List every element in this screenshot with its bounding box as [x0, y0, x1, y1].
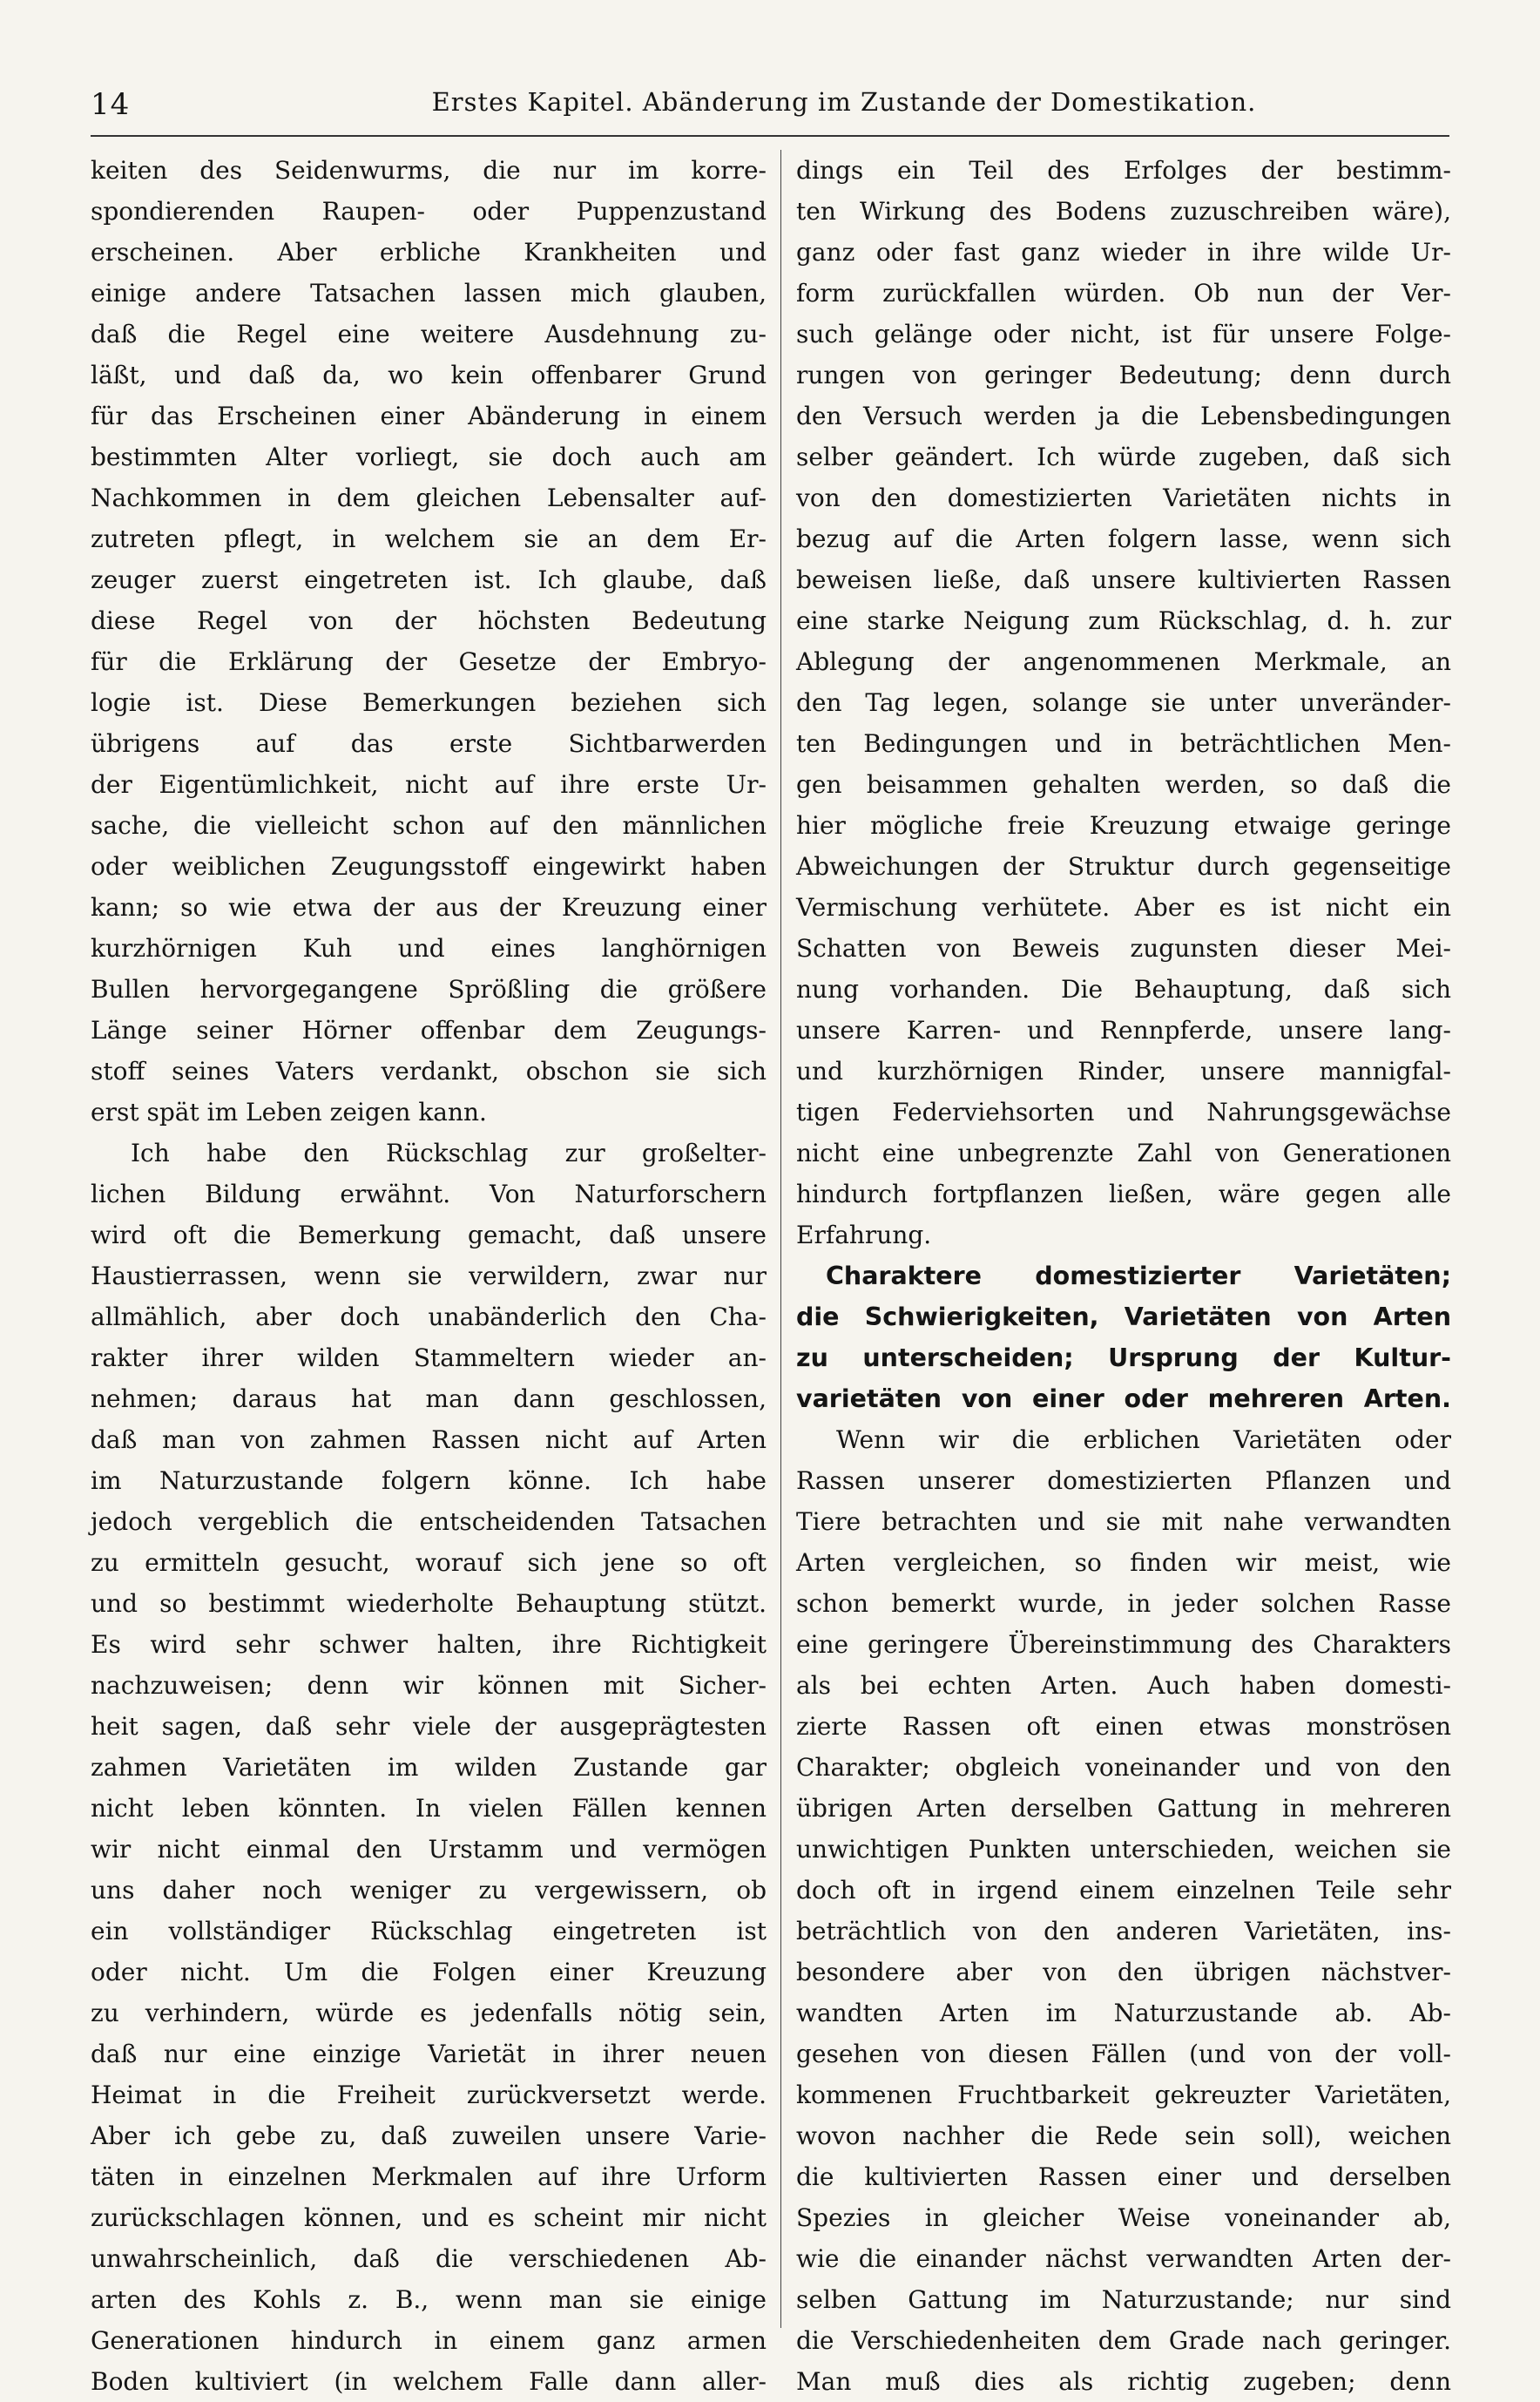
text-line: die Verschiedenheiten dem Grade nach geringer.: [796, 2326, 1451, 2355]
text-line: Boden kultiviert (in welchem Falle dann aller-: [91, 2367, 767, 2396]
text-line: zu ermitteln gesucht, worauf sich jene so oft: [91, 1548, 767, 1577]
text-line: besondere aber von den übrigen nächstver-: [796, 1958, 1451, 1986]
text-line: dings ein Teil des Erfolges der bestimm-: [796, 156, 1451, 185]
page-number: 14: [91, 87, 131, 122]
text-line: Nachkommen in dem gleichen Lebensalter auf-: [91, 484, 767, 512]
text-line: zeuger zuerst eingetreten ist. Ich glaube, daß: [91, 565, 767, 594]
text-line: Spezies in gleicher Weise voneinander ab,: [796, 2203, 1451, 2232]
text-line: allmählich, aber doch unabänderlich den Cha-: [91, 1302, 767, 1331]
text-line: selber geändert. Ich würde zugeben, daß sich: [796, 443, 1451, 471]
text-line: form zurückfallen würden. Ob nun der Ver-: [796, 279, 1451, 308]
text-line: wie die einander nächst verwandten Arten der-: [796, 2244, 1451, 2273]
text-line: kurzhörnigen Kuh und eines langhörnigen: [91, 934, 767, 963]
text-line: im Naturzustande folgern könne. Ich habe: [91, 1466, 767, 1495]
left-column: [91, 150, 767, 2396]
text-line: ganz oder fast ganz wieder in ihre wilde Ur-: [796, 238, 1451, 267]
text-line: gen beisammen gehalten werden, so daß die: [796, 770, 1451, 799]
text-line: Vermischung verhütete. Aber es ist nicht ein: [796, 893, 1451, 922]
heading-line: varietäten von einer oder mehreren Arten.: [796, 1384, 1451, 1413]
text-line: Man muß dies als richtig zugeben; denn: [796, 2367, 1451, 2396]
text-line: daß die Regel eine weitere Ausdehnung zu-: [91, 320, 767, 348]
text-line: wird oft die Bemerkung gemacht, daß unsere: [91, 1221, 767, 1249]
text-line: übrigen Arten derselben Gattung in mehreren: [796, 1794, 1451, 1823]
text-line: die kultivierten Rassen einer und derselben: [796, 2162, 1451, 2191]
text-line: nachzuweisen; denn wir können mit Sicher-: [91, 1671, 767, 1700]
text-line: von den domestizierten Varietäten nichts in: [796, 484, 1451, 512]
text-line: bezug auf die Arten folgern lasse, wenn sich: [796, 524, 1451, 553]
text-line: uns daher noch weniger zu vergewissern, ob: [91, 1876, 767, 1905]
text-line: als bei echten Arten. Auch haben domesti-: [796, 1671, 1451, 1700]
text-line: Charakter; obgleich voneinander und von den: [796, 1753, 1451, 1782]
heading-line: zu unterscheiden; Ursprung der Kultur-: [796, 1343, 1451, 1372]
text-line: arten des Kohls z. B., wenn man sie einige: [91, 2285, 767, 2314]
text-line: unwichtigen Punkten unterschieden, weichen sie: [796, 1835, 1451, 1864]
text-line: Bullen hervorgegangene Sprößling die größere: [91, 975, 767, 1004]
text-line: spondierenden Raupen- oder Puppenzustand: [91, 197, 767, 226]
text-line: zierte Rassen oft einen etwas monströsen: [796, 1712, 1451, 1741]
text-line: daß man von zahmen Rassen nicht auf Arten: [91, 1425, 767, 1454]
text-line: unwahrscheinlich, daß die verschiedenen Ab-: [91, 2244, 767, 2273]
column-divider: [780, 150, 781, 2328]
text-line: Ablegung der angenommenen Merkmale, an: [796, 647, 1451, 676]
text-line: wovon nachher die Rede sein soll), weichen: [796, 2121, 1451, 2150]
text-line: kann; so wie etwa der aus der Kreuzung einer: [91, 893, 767, 922]
text-line: keiten des Seidenwurms, die nur im korre-: [91, 156, 767, 185]
text-line: lichen Bildung erwähnt. Von Naturforschern: [91, 1180, 767, 1208]
right-column-text-before-heading: [796, 150, 1451, 1255]
text-line: oder weiblichen Zeugungsstoff eingewirkt haben: [91, 852, 767, 881]
text-line: hindurch fortpflanzen ließen, wäre gegen alle: [796, 1180, 1451, 1208]
text-line: nung vorhanden. Die Behauptung, daß sich: [796, 975, 1451, 1004]
text-line: Aber ich gebe zu, daß zuweilen unsere Varie-: [91, 2121, 767, 2150]
text-line: oder nicht. Um die Folgen einer Kreuzung: [91, 1958, 767, 1986]
text-line: Tiere betrachten und sie mit nahe verwandten: [796, 1507, 1451, 1536]
text-line: ein vollständiger Rückschlag eingetreten ist: [91, 1917, 767, 1945]
text-line: zu verhindern, würde es jedenfalls nötig sein,: [91, 1999, 767, 2027]
text-line: zurückschlagen können, und es scheint mir nicht: [91, 2203, 767, 2232]
text-line: den Versuch werden ja die Lebensbedingungen: [796, 402, 1451, 430]
text-line: bestimmten Alter vorliegt, sie doch auch am: [91, 443, 767, 471]
text-line: erscheinen. Aber erbliche Krankheiten und: [91, 238, 767, 267]
text-line: und so bestimmt wiederholte Behauptung stützt.: [91, 1589, 767, 1618]
text-line: wandten Arten im Naturzustande ab. Ab-: [796, 1999, 1451, 2027]
text-line: für das Erscheinen einer Abänderung in einem: [91, 402, 767, 430]
text-line: für die Erklärung der Gesetze der Embryo-: [91, 647, 767, 676]
text-line: Arten vergleichen, so finden wir meist, wie: [796, 1548, 1451, 1577]
text-line: übrigens auf das erste Sichtbarwerden: [91, 729, 767, 758]
text-line: erst spät im Leben zeigen kann.: [91, 1098, 487, 1127]
text-line: eine starke Neigung zum Rückschlag, d. h. zur: [796, 606, 1451, 635]
text-line: stoff seines Vaters verdankt, obschon sie sich: [91, 1057, 767, 1086]
text-line: Ich habe den Rückschlag zur großelter-: [131, 1139, 767, 1167]
text-line: sache, die vielleicht schon auf den männlichen: [91, 811, 767, 840]
running-title: Erstes Kapitel. Abänderung im Zustande der Domestikation.: [431, 87, 1257, 117]
text-line: der Eigentümlichkeit, nicht auf ihre erste Ur-: [91, 770, 767, 799]
text-line: Länge seiner Hörner offenbar dem Zeugungs-: [91, 1016, 767, 1045]
text-line: heit sagen, daß sehr viele der ausgeprägtesten: [91, 1712, 767, 1741]
header-rule: [91, 135, 1449, 137]
text-line: Schatten von Beweis zugunsten dieser Mei-: [796, 934, 1451, 963]
text-line: beweisen ließe, daß unsere kultivierten Rassen: [796, 565, 1451, 594]
heading-line: die Schwierigkeiten, Varietäten von Arten: [796, 1302, 1451, 1331]
text-line: schon bemerkt wurde, in jeder solchen Rasse: [796, 1589, 1451, 1618]
text-line: diese Regel von der höchsten Bedeutung: [91, 606, 767, 635]
text-line: logie ist. Diese Bemerkungen beziehen sich: [91, 688, 767, 717]
text-line: zahmen Varietäten im wilden Zustande gar: [91, 1753, 767, 1782]
text-line: nicht leben könnten. In vielen Fällen kennen: [91, 1794, 767, 1823]
text-line: gesehen von diesen Fällen (und von der voll-: [796, 2040, 1451, 2068]
text-line: unsere Karren- und Rennpferde, unsere lang-: [796, 1016, 1451, 1045]
text-line: kommenen Fruchtbarkeit gekreuzter Varietäten,: [796, 2081, 1451, 2109]
text-line: eine geringere Übereinstimmung des Charakters: [796, 1630, 1451, 1659]
text-line: einige andere Tatsachen lassen mich glauben,: [91, 279, 767, 308]
right-column: [796, 150, 1451, 2396]
text-line: tigen Federviehsorten und Nahrungsgewächse: [796, 1098, 1451, 1127]
section-heading: [796, 1255, 1451, 1419]
text-line: täten in einzelnen Merkmalen auf ihre Urform: [91, 2162, 767, 2191]
text-line: hier mögliche freie Kreuzung etwaige geringe: [796, 811, 1451, 840]
text-line: den Tag legen, solange sie unter unveränder-: [796, 688, 1451, 717]
text-line: nehmen; daraus hat man dann geschlossen,: [91, 1384, 767, 1413]
text-line: Abweichungen der Struktur durch gegenseitige: [796, 852, 1451, 881]
text-line: Generationen hindurch in einem ganz armen: [91, 2326, 767, 2355]
text-line: doch oft in irgend einem einzelnen Teile sehr: [796, 1876, 1451, 1905]
text-line: wir nicht einmal den Urstamm und vermögen: [91, 1835, 767, 1864]
text-line: rungen von geringer Bedeutung; denn durch: [796, 361, 1451, 389]
text-line: rakter ihrer wilden Stammeltern wieder an-: [91, 1343, 767, 1372]
text-line: beträchtlich von den anderen Varietäten, ins-: [796, 1917, 1451, 1945]
text-line: Haustierrassen, wenn sie verwildern, zwar nur: [91, 1262, 767, 1290]
text-line: jedoch vergeblich die entscheidenden Tatsachen: [91, 1507, 767, 1536]
text-line: und kurzhörnigen Rinder, unsere mannigfal-: [796, 1057, 1451, 1086]
text-line: selben Gattung im Naturzustande; nur sind: [796, 2285, 1451, 2314]
text-line: Wenn wir die erblichen Varietäten oder: [836, 1425, 1451, 1454]
right-column-text-after-heading: [796, 1419, 1451, 2402]
text-line: Es wird sehr schwer halten, ihre Richtigkeit: [91, 1630, 767, 1659]
text-line: daß nur eine einzige Varietät in ihrer neuen: [91, 2040, 767, 2068]
text-line: Heimat in die Freiheit zurückversetzt werde.: [91, 2081, 767, 2109]
text-line: zutreten pflegt, in welchem sie an dem Er-: [91, 524, 767, 553]
heading-line: Charaktere domestizierter Varietäten;: [826, 1262, 1451, 1290]
text-line: Erfahrung.: [796, 1221, 932, 1249]
text-line: ten Wirkung des Bodens zuzuschreiben wäre),: [796, 197, 1451, 226]
text-line: Rassen unserer domestizierten Pflanzen und: [796, 1466, 1451, 1495]
text-line: ten Bedingungen und in beträchtlichen Men-: [796, 729, 1451, 758]
text-line: such gelänge oder nicht, ist für unsere Folge-: [796, 320, 1451, 348]
text-line: nicht eine unbegrenzte Zahl von Generationen: [796, 1139, 1451, 1167]
page-header: [91, 87, 1449, 139]
text-line: läßt, und daß da, wo kein offenbarer Grund: [91, 361, 767, 389]
